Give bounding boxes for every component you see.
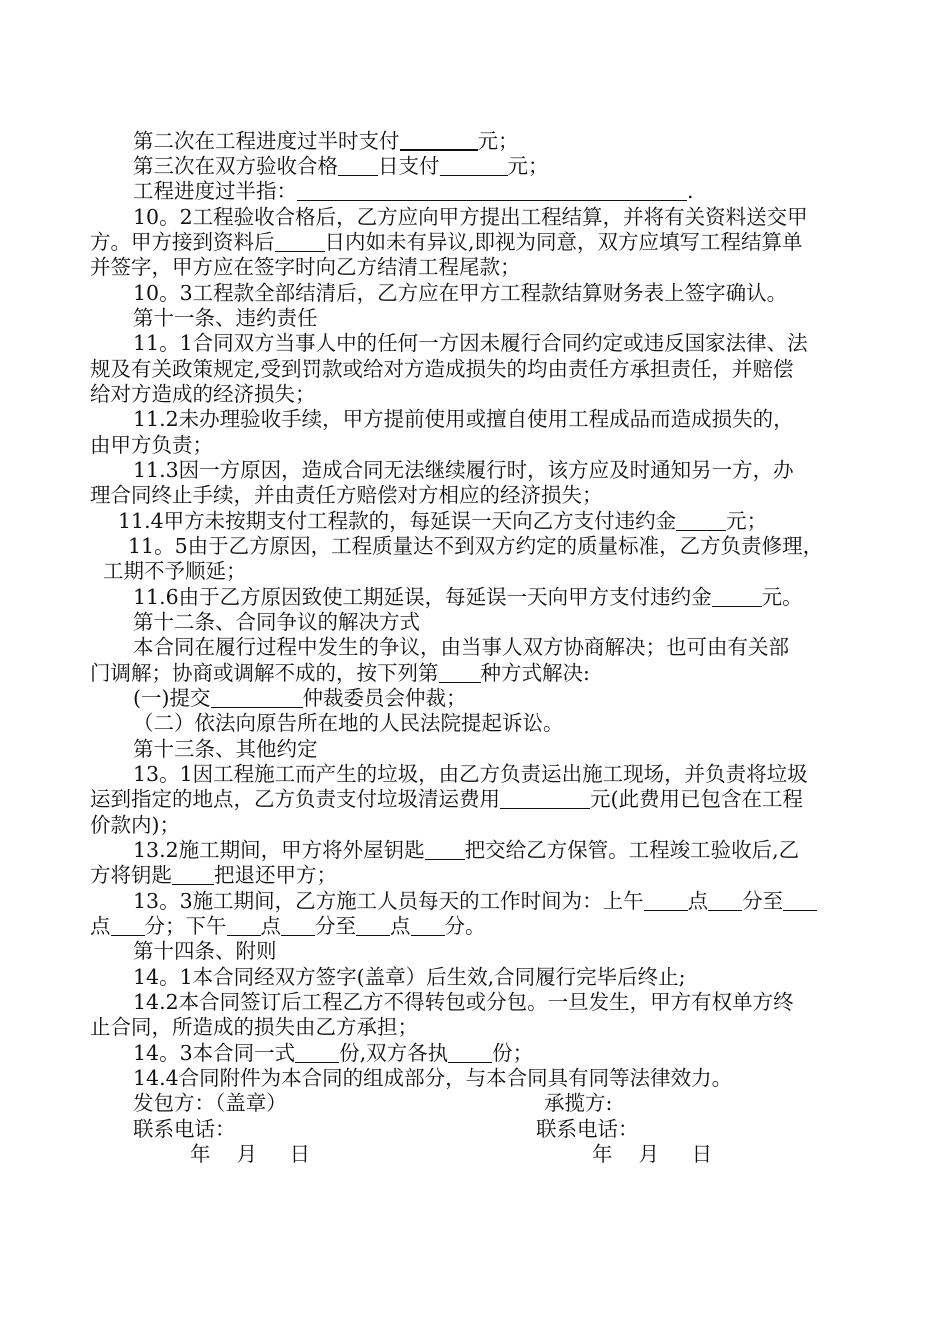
payment-third-line: 第三次在双方验收合格 日支付 元； bbox=[133, 154, 549, 178]
article-12-body-cont: 门调解；协商或调解不成的，按下列第 种方式解决: bbox=[90, 661, 590, 685]
contractor-party-label: 发包方：（盖章） bbox=[133, 1091, 287, 1115]
clause-11-1-cont2: 给对方造成的经济损失； bbox=[90, 382, 316, 406]
undertaker-party-label: 承揽方: bbox=[544, 1091, 613, 1115]
article-12-body: 本合同在履行过程中发生的争议，由当事人双方协商解决；也可由有关部 bbox=[133, 635, 789, 659]
blank-field bbox=[356, 915, 390, 936]
undertaker-phone-label: 联系电话： bbox=[536, 1117, 639, 1141]
blank-field bbox=[440, 155, 508, 176]
blank-field bbox=[411, 915, 445, 936]
clause-10-2-cont2: 并签字，甲方应在签字时向乙方结清工程尾款； bbox=[90, 255, 521, 279]
clause-11-5-cont: 工期不予顺延； bbox=[103, 559, 247, 583]
clause-11-3-cont: 理合同终止手续，并由责任方赔偿对方相应的经济损失； bbox=[90, 483, 603, 507]
clause-10-3: 10。3工程款全部结清后，乙方应在甲方工程款结算财务表上签字确认。 bbox=[133, 281, 788, 305]
clause-11-3: 11.3因一方原因，造成合同无法继续履行时，该方应及时通知另一方，办 bbox=[133, 458, 794, 482]
blank-field bbox=[439, 662, 481, 683]
undertaker-date: 年 月 日 bbox=[592, 1142, 713, 1166]
blank-field bbox=[295, 1042, 339, 1063]
clause-13-1-cont: 运到指定的地点，乙方负责支付垃圾清运费用 元(此费用已包含在工程 bbox=[90, 787, 803, 811]
blank-field bbox=[644, 890, 688, 911]
blank-field bbox=[783, 890, 817, 911]
contractor-phone-label: 联系电话： bbox=[133, 1117, 236, 1141]
article-12-heading: 第十二条、合同争议的解决方式 bbox=[133, 610, 420, 634]
blank-field bbox=[400, 129, 478, 151]
article-14-heading: 第十四条、附则 bbox=[133, 939, 277, 963]
blank-field bbox=[211, 687, 303, 708]
payment-second-line: 第二次在工程进度过半时支付 元； bbox=[133, 129, 519, 153]
clause-13-2: 13.2施工期间，甲方将外屋钥匙 把交给乙方保管。工程竣工验收后,乙 bbox=[133, 838, 800, 862]
clause-11-6: 11.6由于乙方原因致使工期延误，每延误一天向甲方支付违约金 元。 bbox=[133, 585, 803, 609]
clause-13-3: 13。3施工期间，乙方施工人员每天的工作时间为：上午 点 分至 bbox=[133, 888, 817, 914]
clause-14-4: 14.4合同附件为本合同的组成部分，与本合同具有同等法律效力。 bbox=[133, 1066, 733, 1090]
clause-10-2: 10。2工程验收合格后，乙方应向甲方提出工程结算，并将有关资料送交甲 bbox=[133, 205, 808, 229]
clause-14-2-cont: 止合同，所造成的损失由乙方承担； bbox=[90, 1015, 418, 1039]
clause-14-2: 14.2本合同签订后工程乙方不得转包或分包。一旦发生，甲方有权单方终 bbox=[133, 990, 794, 1014]
article-13-heading: 第十三条、其他约定 bbox=[133, 737, 318, 761]
contractor-date: 年 月 日 bbox=[190, 1142, 311, 1166]
clause-11-4: 11.4甲方未按期支付工程款的，每延误一天向乙方支付违约金 元； bbox=[118, 509, 768, 533]
clause-11-1: 11。1合同双方当事人中的任何一方因未履行合同约定或违反国家法律、法 bbox=[133, 331, 808, 355]
progress-half-line: 工程进度过半指： . bbox=[133, 179, 694, 203]
clause-11-1-cont: 规及有关政策规定,受到罚款或给对方造成损失的均由责任方承担责任，并赔偿 bbox=[90, 357, 794, 381]
clause-11-5: 11。5由于乙方原因，工程质量达不到双方约定的质量标准，乙方负责修理， bbox=[128, 534, 824, 558]
clause-14-3: 14。3本合同一式 份,双方各执 份； bbox=[133, 1041, 534, 1065]
article-11-heading: 第十一条、违约责任 bbox=[133, 306, 318, 330]
blank-field bbox=[227, 915, 261, 936]
blank-field bbox=[676, 510, 726, 531]
option-two: （二）依法向原告所在地的人民法院提起诉讼。 bbox=[133, 711, 564, 735]
blank-field bbox=[500, 788, 590, 809]
blank-field bbox=[275, 231, 325, 252]
option-one: (一)提交 仲裁委员会仲裁； bbox=[133, 686, 467, 710]
blank-field bbox=[172, 864, 214, 885]
clause-11-2-cont: 由甲方负责； bbox=[90, 433, 213, 457]
clause-14-1: 14。1本合同经双方签字(盖章）后生效,合同履行完毕后终止; bbox=[133, 965, 686, 989]
clause-13-1: 13。1因工程施工而产生的垃圾，由乙方负责运出施工现场，并负责将垃圾 bbox=[133, 762, 808, 786]
clause-10-2-cont: 方。甲方接到资料后 日内如未有异议,即视为同意，双方应填写工程结算单 bbox=[90, 230, 803, 254]
clause-11-2: 11.2未办理验收手续，甲方提前使用或擅自使用工程成品而造成损失的， bbox=[133, 407, 794, 431]
clause-13-3-cont: 点 分；下午 点 分至 点 分。 bbox=[90, 914, 486, 938]
blank-field bbox=[297, 180, 687, 201]
blank-field bbox=[111, 915, 145, 936]
blank-field bbox=[448, 1042, 492, 1063]
blank-field bbox=[338, 155, 378, 176]
blank-field bbox=[281, 915, 315, 936]
blank-field bbox=[712, 586, 762, 607]
clause-13-2-cont: 方将钥匙 把退还甲方； bbox=[90, 863, 337, 887]
clause-13-1-cont2: 价款内)； bbox=[90, 813, 180, 837]
blank-field bbox=[425, 839, 465, 860]
blank-field bbox=[708, 890, 742, 911]
